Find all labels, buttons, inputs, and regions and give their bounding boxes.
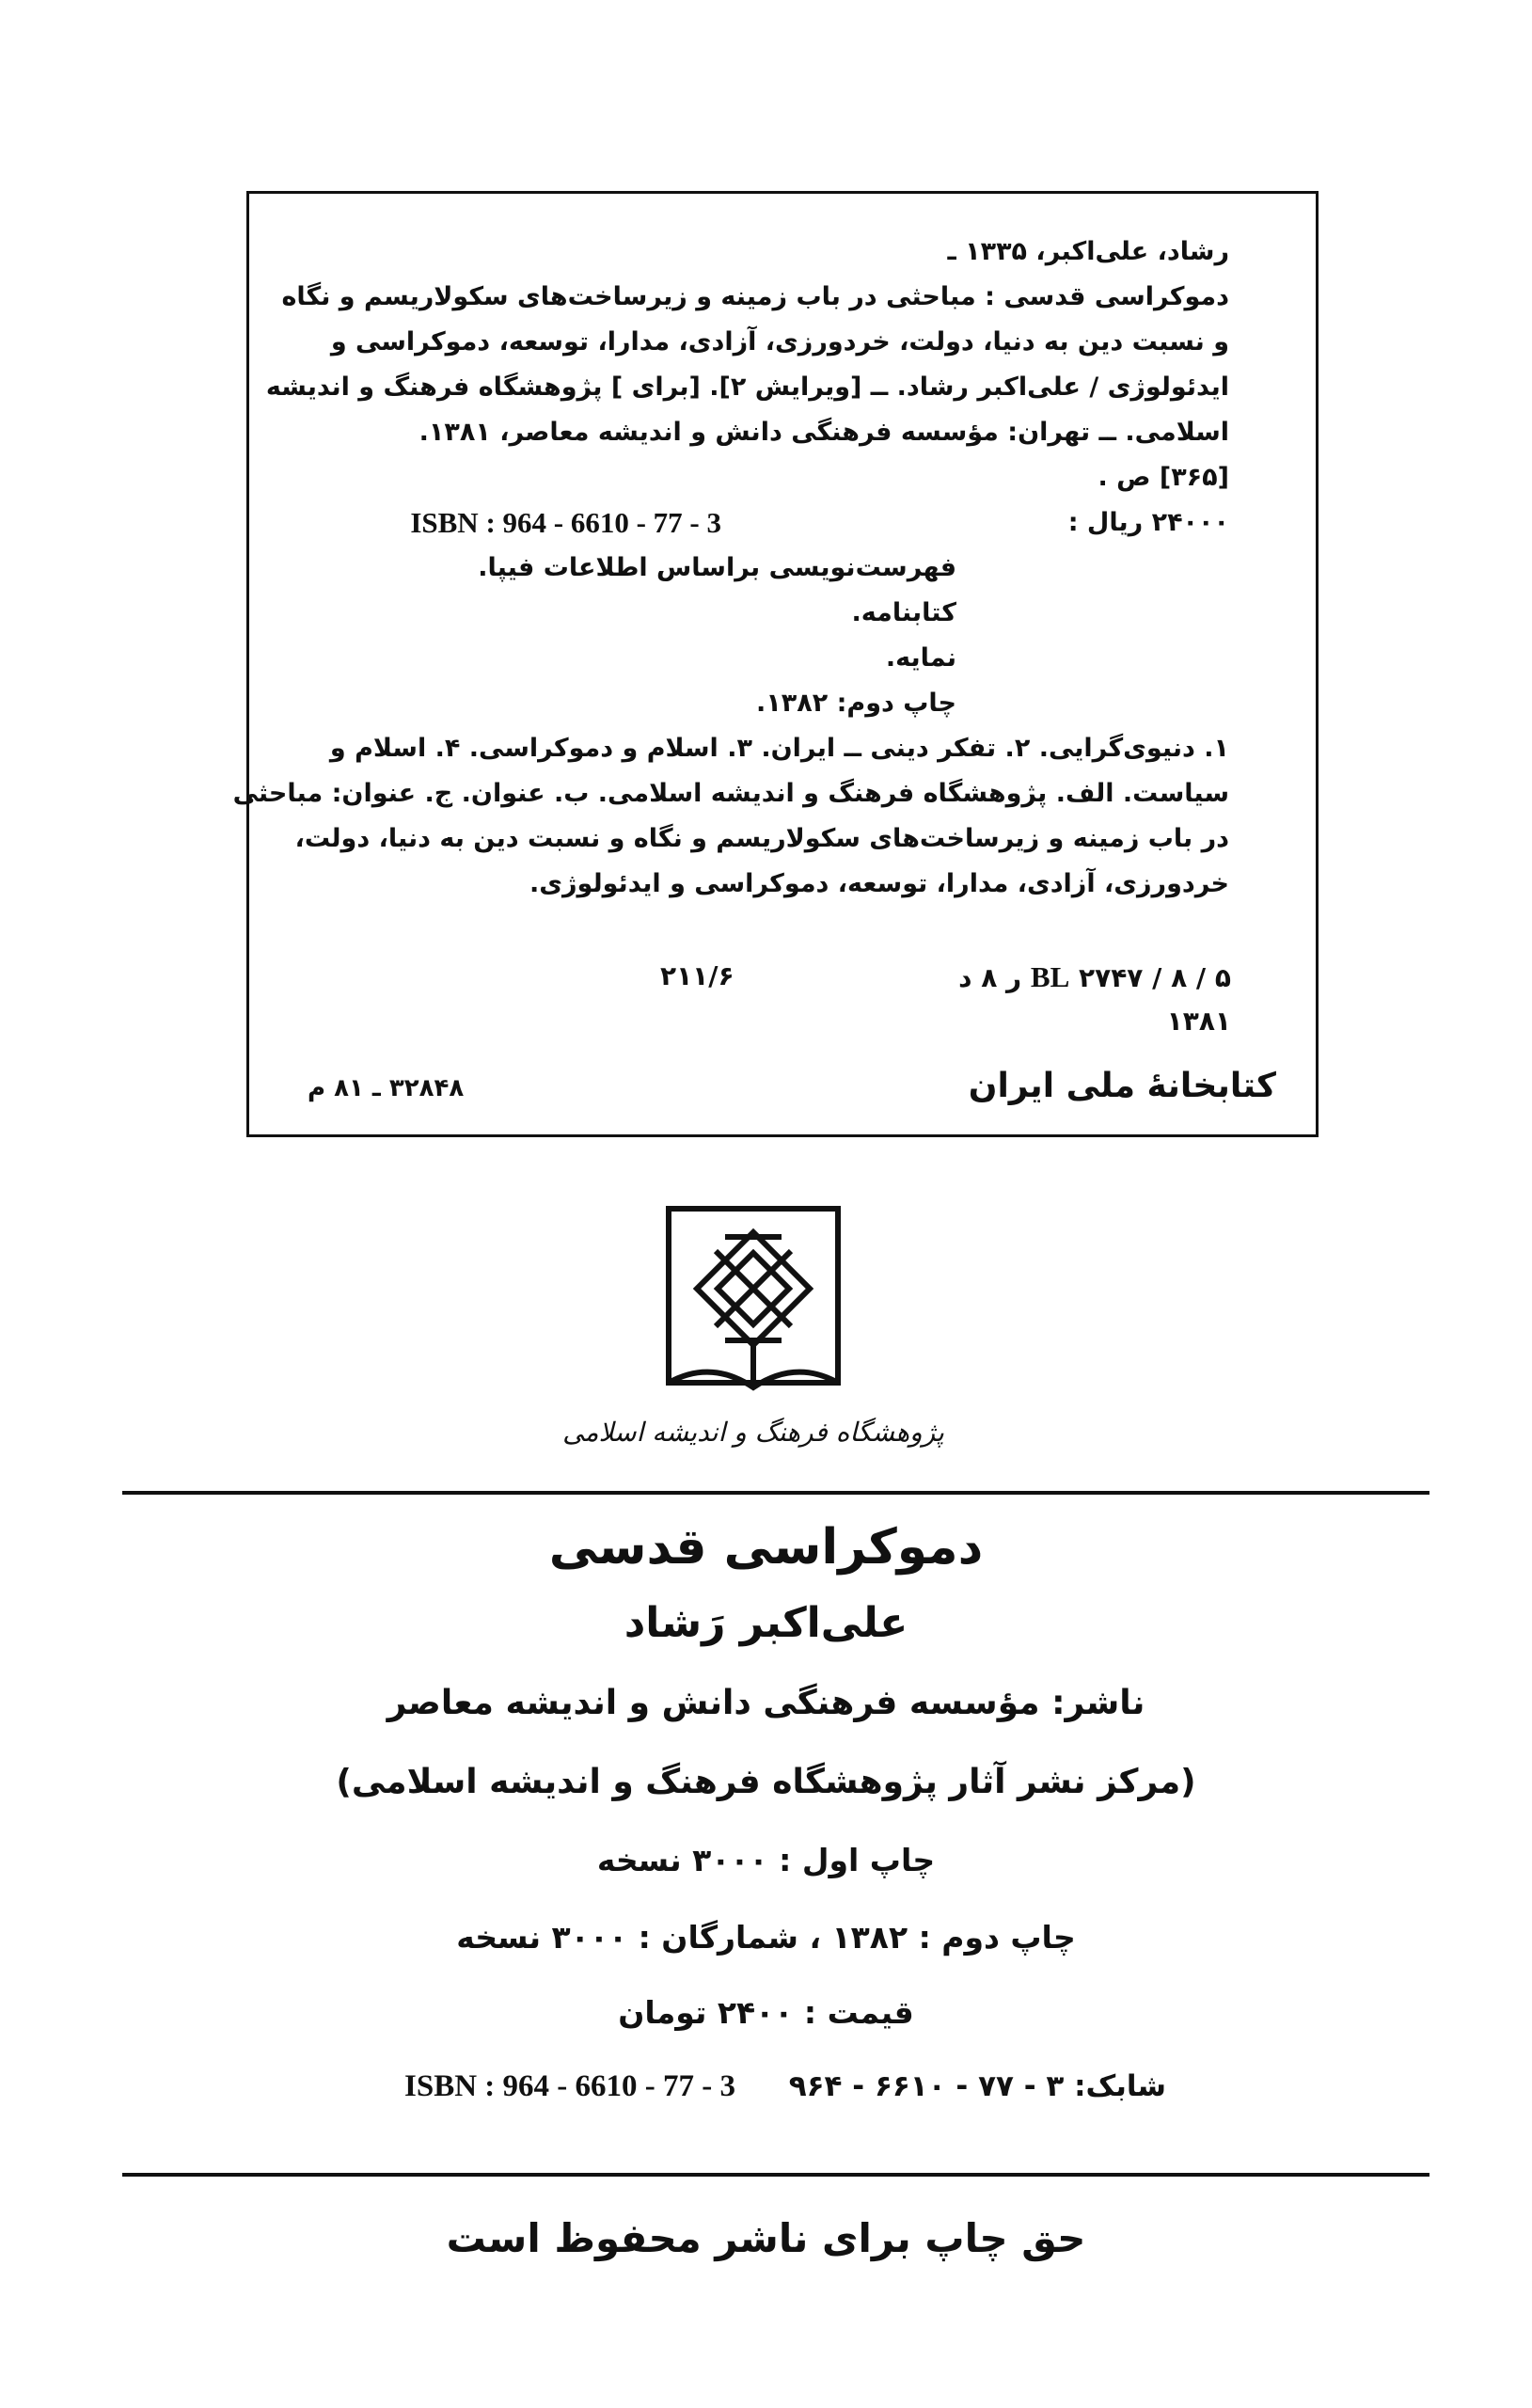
national-library-number: ۳۲۸۴۸ ـ ۸۱ م (308, 1074, 465, 1102)
cip-record-box (232, 191, 1319, 1137)
divider-bottom (122, 2173, 1429, 2177)
cip-isbn-line (289, 500, 1229, 546)
logo-caption: پژوهشگاه فرهنگ و اندیشه اسلامی (562, 1417, 944, 1448)
national-library-name: کتابخانهٔ ملی ایران (968, 1067, 1276, 1105)
logo-graphic (562, 1195, 944, 1467)
cip-subject-line: سیاست. الف. پژوهشگاه فرهنگ و اندیشه اسلامی. ب. عنوان. ج. عنوان: مباحثی (232, 779, 1229, 808)
cip-line: ایدئولوژی / علی‌اکبر رشاد. ــ [ویرایش ۲]. [برای ] پژوهشگاه فرهنگ و اندیشه (265, 372, 1229, 402)
lc-classification (958, 960, 1231, 994)
classification-row (249, 960, 1316, 1054)
publisher-center: (مرکز نشر آثار پژوهشگاه فرهنگ و اندیشه اسلامی) (336, 1763, 1196, 1801)
cip-isbn: ISBN : 964 - 6610 - 77 - 3 (410, 506, 721, 539)
cip-line: [۳۶۵] ص . (1098, 463, 1229, 492)
cip-line: اسلامی. ــ تهران: مؤسسه فرهنگی دانش و اندیشه معاصر، ۱۳۸۱. (419, 418, 1229, 447)
first-print: چاپ اول : ۳۰۰۰ نسخه (596, 1842, 936, 1878)
isbn-number: ISBN : 964 - 6610 - 77 - 3 (404, 2069, 735, 2103)
lc-number: ۲۷۴۷ / ۸ / ۵ ر ۸ د (958, 962, 1231, 993)
shabak-label: شابک: ۳ - ۷۷ - ۶۶۱۰ - ۹۶۴ (788, 2069, 1166, 2103)
cip-subject-line: خردورزی، آزادی، مدارا، توسعه، دموکراسی و ایدئولوژی. (529, 869, 1229, 898)
copyright-notice: حق چاپ برای ناشر محفوظ است (446, 2215, 1086, 2261)
cip-price: ۲۴۰۰۰ ریال : (1067, 508, 1229, 537)
library-row (249, 1067, 1316, 1123)
cip-text (232, 230, 1229, 907)
second-print: چاپ دوم : ۱۳۸۲ ، شمارگان : ۳۰۰۰ نسخه (456, 1919, 1076, 1956)
lc-bl: BL (1030, 960, 1070, 993)
isbn-block (404, 2069, 1166, 2116)
book-price: قیمت : ۲۴۰۰ تومان (618, 1994, 914, 2031)
cip-subject-line: در باب زمینه و زیرساخت‌های سکولاریسم و نگاه و نسبت دین به دنیا، دولت، (294, 824, 1229, 853)
dewey-number: ۲۱۱/۶ (660, 960, 734, 991)
lc-year: ۱۳۸۱ (1166, 1006, 1231, 1037)
book-title: دموکراسی قدسی (548, 1519, 984, 1576)
book-author: علی‌اکبر رَشاد (624, 1599, 908, 1647)
cip-line: و نسبت دین به دنیا، دولت، خردورزی، آزادی، مدارا، توسعه، دموکراسی و (330, 327, 1229, 356)
divider-top (122, 1491, 1429, 1495)
publisher: ناشر: مؤسسه فرهنگی دانش و اندیشه معاصر (387, 1684, 1145, 1722)
cip-line: رشاد، علی‌اکبر، ۱۳۳۵ ـ (947, 237, 1229, 266)
cip-subject-line: ۱. دنیوی‌گرایی. ۲. تفکر دینی ــ ایران. ۳. اسلام و دموکراسی. ۴. اسلام و (329, 734, 1229, 763)
cip-note: فهرست‌نویسی براساس اطلاعات فیپا. (478, 553, 956, 582)
cip-note: چاپ دوم: ۱۳۸۲. (756, 689, 956, 718)
cip-note: کتابنامه. (851, 598, 956, 627)
cip-note: نمایه. (885, 643, 956, 673)
institute-logo-icon (562, 1195, 944, 1467)
cip-line: دموکراسی قدسی : مباحثی در باب زمینه و زیرساخت‌های سکولاریسم و نگاه (281, 282, 1229, 311)
